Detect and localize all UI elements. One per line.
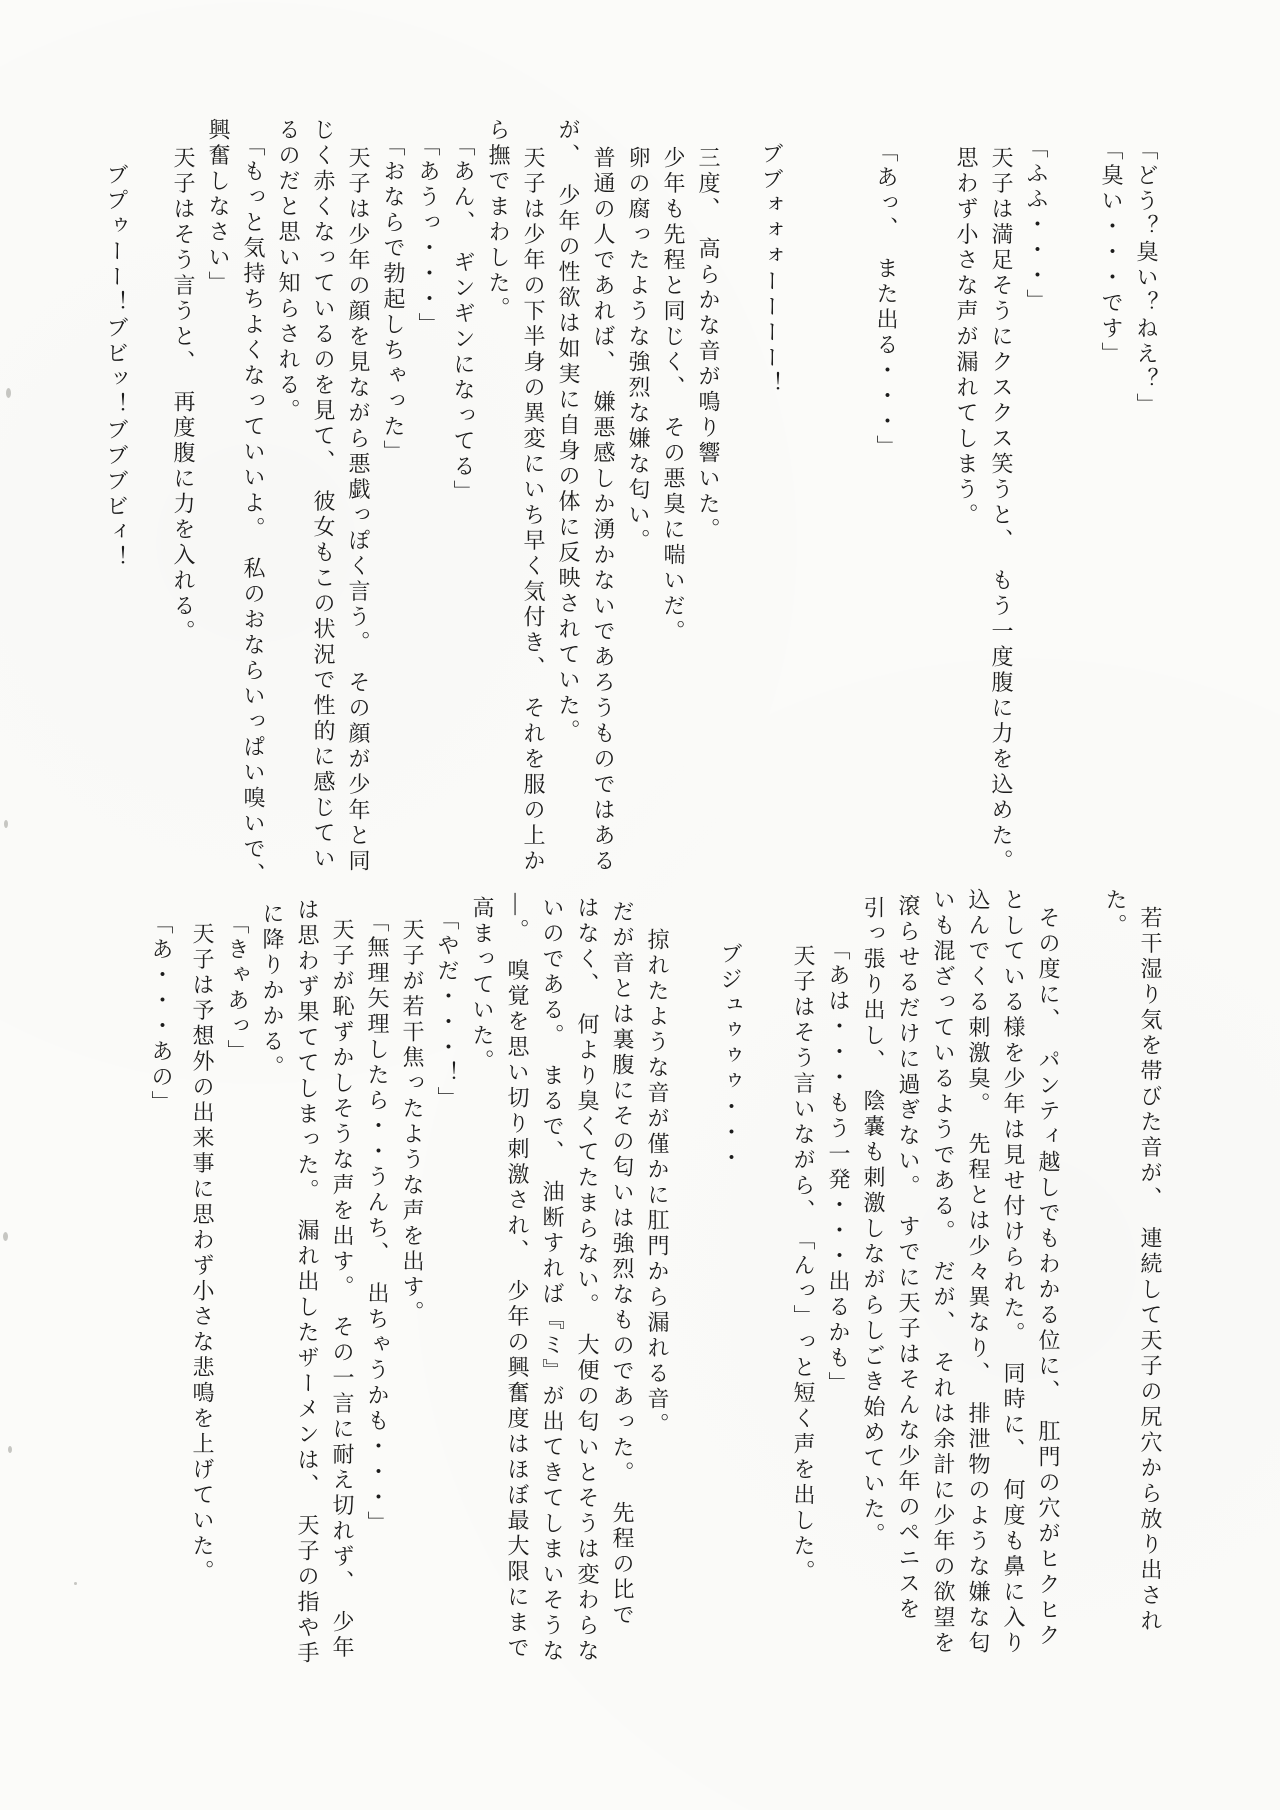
text-column: 「あっ、 また出る・・・」 [874, 140, 899, 461]
text-column: が、 少年の性欲は如実に自身の体に反映されていた。 [556, 118, 581, 745]
text-column: 普通の人であれば、 嫌悪感しか湧かないであろうものではある [591, 146, 616, 875]
text-column: 「きゃあっ」 [225, 912, 250, 1065]
text-column: 天子はそう言うと、 再度腹に力を入れる。 [171, 146, 196, 645]
text-column: 天子は少年の顔を見ながら悪戯っぽく言う。 その顔が少年と同 [346, 146, 371, 875]
lower-text-block [144, 888, 1168, 1713]
text-column: いも混ざっているようである。 だが、 それは余計に少年の欲望を [931, 888, 956, 1657]
scan-speck [3, 1232, 8, 1241]
text-column: 天子が若干焦ったような声を出す。 [400, 918, 425, 1326]
text-column: 思わず小さな声が漏れてしまう。 [954, 146, 979, 529]
text-column: 興奮しなさい」 [206, 118, 231, 297]
text-column: 卵の腐ったような強烈な嫌な匂い。 [626, 146, 651, 554]
text-column: 「臭い・・・です」 [1099, 138, 1124, 368]
text-column: ブプゥーー！ブビッ！ブブブビィ！ [104, 163, 129, 571]
text-column: 天子は満足そうにクスクス笑うと、 もう一度腹に力を込めた。 [989, 146, 1014, 875]
text-column: 天子はそう言いながら、 「んっ」っと短く声を出した。 [791, 944, 816, 1585]
text-column: 「ふふ・・・」 [1024, 136, 1049, 315]
text-column: に降りかかる。 [260, 902, 285, 1081]
text-column: 「どう？臭い？ねえ？」 [1134, 138, 1159, 419]
scan-speck [6, 388, 11, 398]
text-column: るのだと思い知らされる。 [276, 118, 301, 424]
text-column: 「あん、 ギンギンになってる」 [451, 134, 476, 506]
scan-speck [4, 820, 8, 828]
text-column: ら撫でまわした。 [486, 118, 511, 322]
text-column: 掠れたような音が僅かに肛門から漏れる音。 [645, 928, 670, 1438]
text-column: はなく、 何より臭くてたまらない。 大便の匂いとそうは変わらな [575, 896, 600, 1665]
text-column: 高まっていた。 [470, 896, 495, 1075]
text-column: ブジュゥゥゥ・・・ [718, 942, 743, 1172]
text-column: その度に、 パンティ越しでもわかる位に、 肛門の穴がヒクヒク [1036, 906, 1061, 1649]
text-column: としている様を少年は見せ付けられた。 同時に、 何度も鼻に入り [1001, 888, 1026, 1657]
text-column: 若干湿り気を帯びた音が、 連続して天子の尻穴から放り出され [1138, 906, 1163, 1635]
scan-speck [8, 1446, 12, 1453]
text-column: 滾らせるだけに過ぎない。 すでに天子はそんな少年のペニスを [896, 894, 921, 1623]
text-column: 天子が恥ずかしそうな声を出す。 その一言に耐え切れず、 少年 [330, 918, 355, 1661]
text-column: 「おならで勃起しちゃった」 [381, 134, 406, 466]
text-column: ―。 嗅覚を思い切り刺激され、 少年の興奮度はほぼ最大限にまで [505, 893, 530, 1662]
text-column: 引っ張り出し、 陰嚢も刺激しながらしごき始めていた。 [861, 896, 886, 1548]
text-column: 「あは・・・もう一発・・・出るかも」 [826, 938, 851, 1397]
upper-text-block [99, 118, 1164, 913]
text-column: 「無理矢理したら・・うんち、 出ちゃうかも・・・」 [365, 910, 390, 1537]
text-column: 天子は少年の下半身の異変にいち早く気付き、 それを服の上か [521, 146, 546, 875]
text-column: 「あうっ・・・」 [416, 134, 441, 338]
text-column: 「やだ・・・！」 [435, 908, 460, 1112]
text-column: 天子は予想外の出来事に思わず小さな悲鳴を上げていた。 [190, 922, 215, 1585]
text-column: 「もっと気持ちよくなっていいよ。 私のおならいっぱい嗅いで、 [241, 134, 266, 888]
scan-speck [74, 1582, 77, 1585]
text-column: た。 [1103, 888, 1128, 939]
text-column: いのである。 まるで、 油断すれば『ミ』が出てきてしまいそうな [540, 896, 565, 1665]
text-column: は思わず果ててしまった。 漏れ出したザーメンは、 天子の指や手 [295, 898, 320, 1667]
text-column: 込んでくる刺激臭。 先程とは少々異なり、 排泄物のような嫌な匂 [966, 888, 991, 1657]
text-column: 「あ・・・あの」 [149, 912, 174, 1116]
text-column: ブブォォォーーーー！ [759, 142, 784, 397]
text-column: 三度、 高らかな音が鳴り響いた。 [696, 146, 721, 543]
text-column: 少年も先程と同じく、 その悪臭に喘いだ。 [661, 146, 686, 645]
text-column: じく赤くなっているのを見て、 彼女もこの状況で性的に感じてい [311, 118, 336, 872]
text-column: だが音とは裏腹にその匂いは強烈なものであった。 先程の比で [610, 900, 635, 1629]
